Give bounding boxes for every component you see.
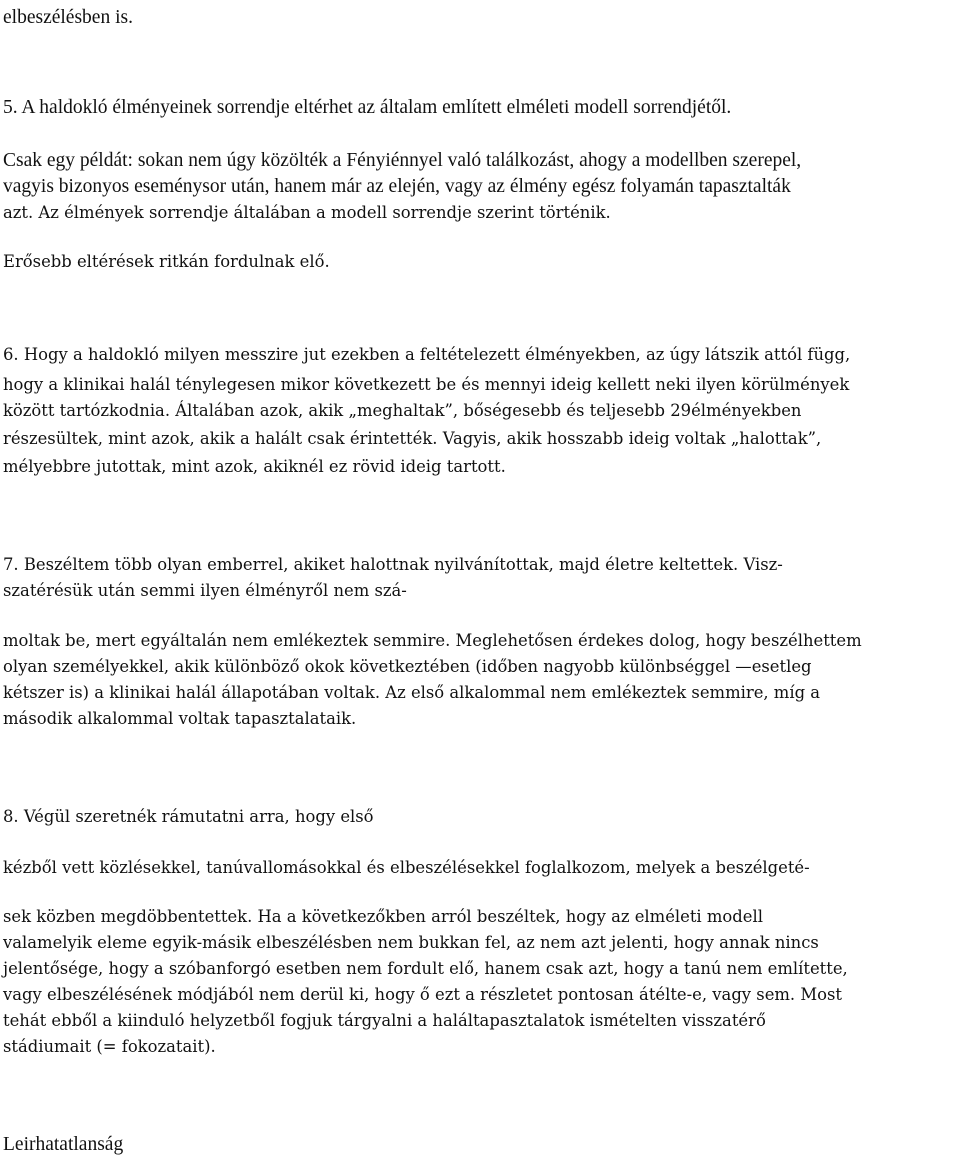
text-line: valamelyik eleme egyik-másik elbeszélésben nem bukkan fel, az nem azt jelenti, hogy annak nincs [3,933,819,952]
paragraph-heading-7: 7. Beszéltem több olyan emberrel, akiket halottnak nyilvánítottak, majd életre keltettek. Visz- [3,555,783,574]
text-line: vagy elbeszélésének módjából nem derül ki, hogy ő ezt a részletet pontosan átélte-e, vagy sem. Most [3,985,843,1004]
paragraph-heading-8: 8. Végül szeretnék rámutatni arra, hogy első [3,807,374,826]
text-line: második alkalommal voltak tapasztalataik. [3,709,357,728]
paragraph-heading-5: 5. A haldokló élményeinek sorrendje eltérhet az általam említett elméleti modell sorrendjétől. [3,97,732,118]
text-line: olyan személyekkel, akik különböző okok következtében (időben nagyobb különbséggel —esetleg [3,657,812,676]
text-line: kézből vett közlésekkel, tanúvallomásokkal és elbeszélésekkel foglalkozom, melyek a beszélgeté- [3,858,810,877]
text-line: Csak egy példát: sokan nem úgy közölték a Fényiénnyel való találkozást, ahogy a modellben szerepel, [3,150,802,171]
text-line: moltak be, mert egyáltalán nem emlékeztek semmire. Meglehetősen érdekes dolog, hogy beszélhettem [3,631,862,650]
section-heading: Leirhatatlanság [3,1134,124,1155]
text-line: szatérésük után semmi ilyen élményről nem szá- [3,581,407,600]
paragraph-heading-6: 6. Hogy a haldokló milyen messzire jut ezekben a feltételezett élményekben, az úgy látszik attól függ, [3,345,851,364]
text-line: stádiumait (= fokozatait). [3,1037,216,1056]
text-line: tehát ebből a kiinduló helyzetből fogjuk tárgyalni a haláltapasztalatok ismételten visszatérő [3,1011,766,1030]
text-line: között tartózkodnia. Általában azok, akik „meghaltak”, bőségesebb és teljesebb 29élményekben [3,401,802,420]
text-line: hogy a klinikai halál ténylegesen mikor következett be és mennyi ideig kellett neki ilyen körülmények [3,375,850,394]
text-line: jelentősége, hogy a szóbanforgó esetben nem fordult elő, hanem csak azt, hogy a tanú nem említette, [3,959,848,978]
text-line: részesültek, mint azok, akik a halált csak érintették. Vagyis, akik hosszabb ideig voltak „halottak”, [3,429,822,448]
text-line: elbeszélésben is. [3,7,133,28]
text-line: vagyis bizonyos eseménysor után, hanem már az elején, vagy az élmény egész folyamán tapasztalták [3,176,791,197]
text-line: azt. Az élmények sorrendje általában a modell sorrendje szerint történik. [3,203,611,222]
text-line: kétszer is) a klinikai halál állapotában voltak. Az első alkalommal nem emlékeztek semmire, míg a [3,683,821,702]
text-line: sek közben megdöbbentettek. Ha a következőkben arról beszéltek, hogy az elméleti modell [3,907,763,926]
text-line: Erősebb eltérések ritkán fordulnak elő. [3,252,330,271]
text-line: mélyebbre jutottak, mint azok, akiknél ez rövid ideig tartott. [3,457,506,476]
